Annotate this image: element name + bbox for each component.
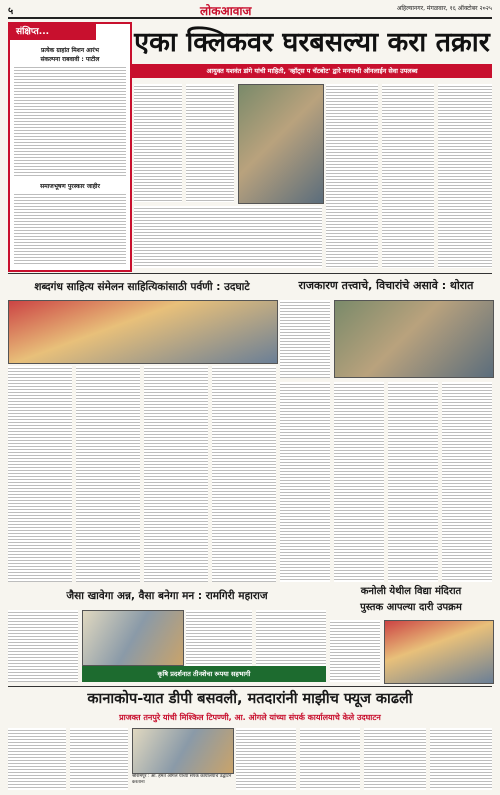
story-c-headline: जैसा खावेगा अन्न, वैसा बनेगा मन : रामगिरी महाराज bbox=[66, 590, 268, 602]
brand-logo: लोकआवाज bbox=[200, 4, 252, 18]
story-b-body-col2 bbox=[280, 382, 330, 582]
story-e-body-col3 bbox=[236, 728, 296, 790]
sidebar-story1-title2: संकल्पना राबवावी : पाटील bbox=[40, 56, 100, 63]
sidebar-heading: संक्षिप्त... bbox=[10, 24, 96, 40]
story-e-body-col4 bbox=[300, 728, 360, 790]
divider-bottom bbox=[8, 686, 492, 687]
lead-body-col5 bbox=[438, 84, 492, 268]
story-b-body-col1 bbox=[280, 300, 330, 378]
story-c-photo bbox=[82, 610, 184, 666]
story-e-caption: श्रीरामपूर : आ. हेमंत ओगले यांच्या संपर्क कार्यालयाचे उद्घाटन करताना bbox=[132, 774, 232, 785]
story-e-body-col1 bbox=[8, 728, 66, 790]
lead-body-col3 bbox=[326, 84, 378, 268]
story-e-body-col6 bbox=[430, 728, 492, 790]
lead-body-col2 bbox=[186, 84, 234, 202]
sidebar-story2-title: समाजभूषण पुरस्कार जाहीर bbox=[40, 183, 100, 190]
lead-headline: एका क्लिकवर घरबसल्या करा तक्रार bbox=[134, 27, 490, 58]
story-b-headline: राजकारण तत्त्वाचे, विचारांचे असावे : थोरात bbox=[298, 279, 474, 292]
sidebar-story1-title1: प्रत्येक ग्राहांत मिशन आरंभ bbox=[41, 47, 99, 54]
story-d-photo bbox=[384, 620, 494, 684]
story-e-photo bbox=[132, 728, 234, 774]
story-a-body-col2 bbox=[76, 366, 140, 582]
story-a-body-col1 bbox=[8, 366, 72, 582]
divider bbox=[8, 273, 492, 274]
lead-body-col1 bbox=[134, 84, 182, 202]
lead-body-col4 bbox=[382, 84, 434, 268]
story-e-body-col5 bbox=[364, 728, 426, 790]
lead-subhead: आयुक्त यशवंत डांगे यांची माहिती, 'व्हॉट्स प चॅटबोट' द्वारे मनपाची ऑनलाईन सेवा उपलब्ध bbox=[132, 64, 492, 78]
sidebar-story1-body bbox=[14, 65, 126, 177]
page-number: ५ bbox=[8, 6, 14, 17]
story-d-body-col1 bbox=[330, 620, 380, 682]
story-b-photo bbox=[334, 300, 494, 378]
story-c-box bbox=[82, 666, 326, 682]
story-c-body-col1 bbox=[8, 610, 78, 682]
story-a-photo bbox=[8, 300, 278, 364]
story-e-subhead: प्राजक्त तनपुरे यांची मिश्किल टिपण्णी, आ. ओगले यांच्या संपर्क कार्यालयाचे केले उदघाटन bbox=[119, 713, 381, 722]
story-b-body-col3 bbox=[334, 382, 384, 582]
sidebar-briefs bbox=[8, 22, 132, 272]
story-e-body-col2 bbox=[70, 728, 128, 790]
lead-body-col6 bbox=[134, 206, 322, 268]
story-b-body-col4 bbox=[388, 382, 438, 582]
story-a-body-col4 bbox=[212, 366, 276, 582]
sidebar-story2-body bbox=[14, 192, 126, 266]
story-a-headline: शब्दगंध साहित्य संमेलन साहित्यिकांसाठी पर्वणी : उदघाटे bbox=[34, 281, 250, 293]
story-c-box-title: कृषि प्रदर्शनात तीनशेचा रूपया सहभागी bbox=[157, 670, 251, 678]
masthead bbox=[8, 3, 492, 19]
story-e-headline: कानाकोप-यात डीपी बसवली, मतदारांनी माझीच फ्यूज काढली bbox=[87, 691, 413, 707]
story-d-headline-line1: कनोली येथील विद्या मंदिरात bbox=[360, 586, 462, 597]
story-b-body-col5 bbox=[442, 382, 492, 582]
lead-photo bbox=[238, 84, 324, 204]
story-a-body-col3 bbox=[144, 366, 208, 582]
dateline: अहिल्यानगर, मंगळवार, १६ ऑक्टोबर २०२५ bbox=[396, 5, 492, 12]
story-d-headline-line2: पुस्तक आपल्या दारी उपक्रम bbox=[360, 602, 462, 613]
